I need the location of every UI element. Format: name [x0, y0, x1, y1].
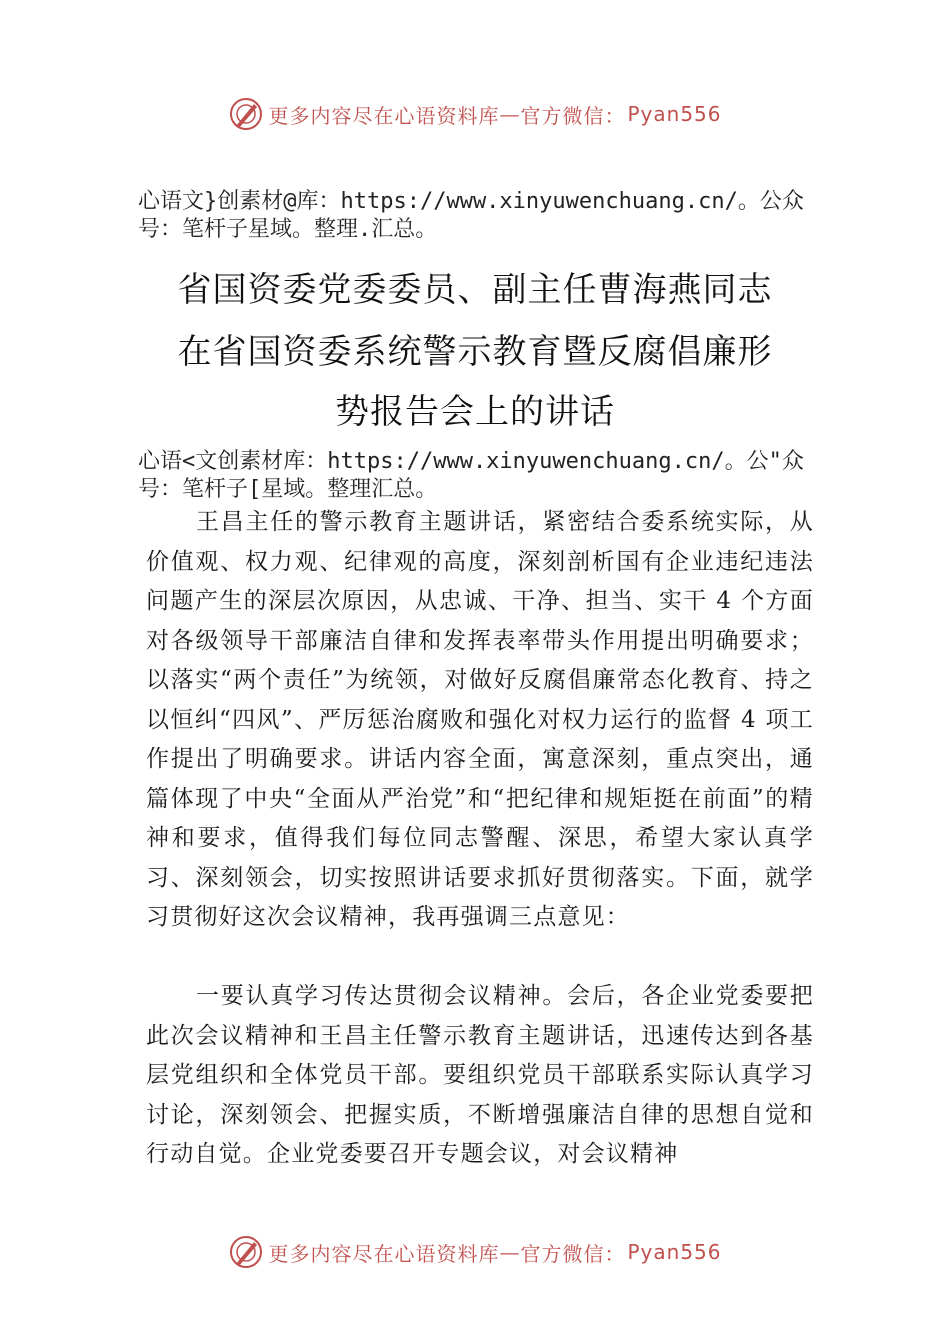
banner-dash: —	[499, 102, 521, 126]
title-line-2: 在省国资委系统警示教育暨反腐倡廉形	[177, 332, 773, 372]
source-note-middle: 心语<文创素材库：https://www.xinyuwenchuang.cn/。公"众号：笔杆子[星域。整理汇总。	[138, 449, 804, 502]
banner-text: 更多内容尽在心语资料库	[268, 1241, 500, 1266]
footer-banner	[0, 1232, 950, 1272]
title-line-3: 势报告会上的讲话	[335, 392, 615, 432]
pen-logo-icon	[228, 1234, 264, 1270]
banner-wechat-id: Pyan556	[627, 1240, 722, 1264]
source-note-top: 心语文}创素材@库：https://www.xinyuwenchuang.cn/。公众号：笔杆子星域。整理.汇总。	[138, 189, 804, 242]
pen-logo-icon	[228, 96, 264, 132]
banner-wechat-id: Pyan556	[627, 102, 722, 126]
header-banner	[0, 94, 950, 134]
banner-wechat-label: 官方微信：	[520, 1241, 626, 1266]
banner-text: 更多内容尽在心语资料库	[268, 103, 500, 128]
banner-dash: —	[499, 1240, 521, 1264]
body-paragraph-2: 一要认真学习传达贯彻会议精神。会后，各企业党委要把此次会议精神和王昌主任警示教育主题讲话，迅速传达到各基层党组织和全体党员干部。要组织党员干部联系实际认真学习讨论，深刻领会、把握实质，不断增强廉洁自律的思想自觉和行动自觉。企业党委要召开专题会议，对会议精神	[146, 983, 814, 1167]
title-line-1: 省国资委党委委员、副主任曹海燕同志	[177, 270, 773, 310]
banner-wechat-label: 官方微信：	[520, 103, 626, 128]
body-paragraph-1: 王昌主任的警示教育主题讲话，紧密结合委系统实际，从价值观、权力观、纪律观的高度，深刻剖析国有企业违纪违法问题产生的深层次原因，从忠诚、干净、担当、实干 4 个方面对各级领导干部廉洁自律和发挥表率带头作用提出明确要求；以落实“两个责任”为统领，对做好反腐倡廉常态化教育、持之以恒纠“四风”、严厉惩治腐败和强化对权力运行的监督 4 项工作提出了明确要求。讲话内容全面，寓意深刻，重点突出，通篇体现了中央“全面从严治党”和“把纪律和规矩挺在前面”的精神和要求，值得我们每位同志警醒、深思，希望大家认真学习、深刻领会，切实按照讲话要求抓好贯彻落实。下面，就学习贯彻好这次会议精神，我再强调三点意见：	[146, 509, 814, 930]
